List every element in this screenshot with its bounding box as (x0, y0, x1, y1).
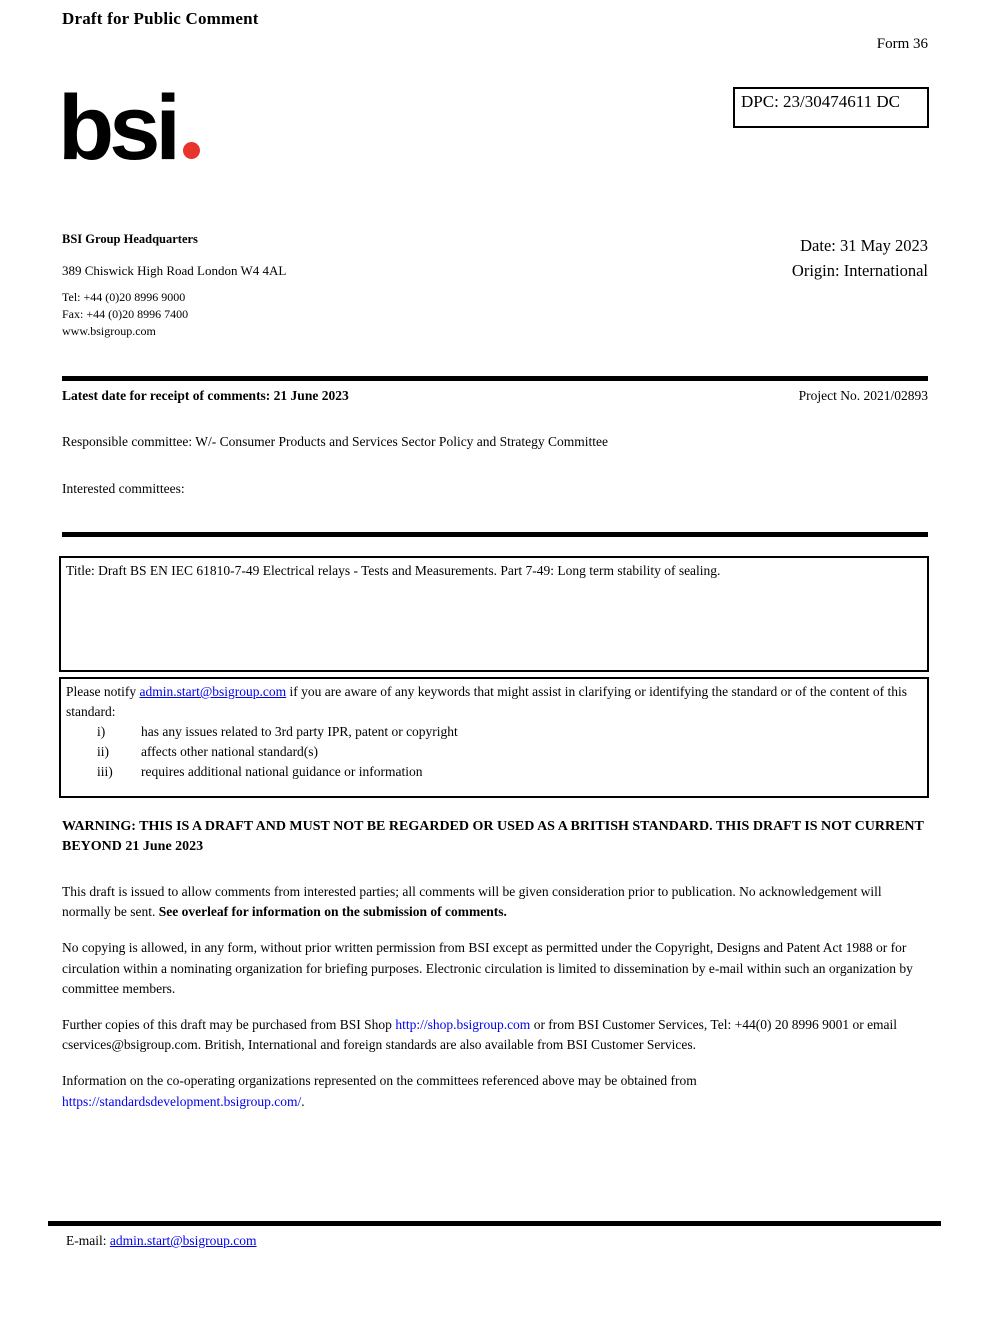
notify-text-before: Please notify (66, 684, 140, 699)
list-marker: ii) (97, 744, 109, 759)
list-item-text: has any issues related to 3rd party IPR, patent or copyright (141, 724, 458, 739)
headquarters-address-block (62, 231, 286, 340)
bsi-logo-red-dot-icon (183, 142, 200, 159)
hq-name: BSI Group Headquarters (62, 232, 198, 246)
bsi-logo (58, 76, 200, 180)
see-overleaf-text: See overleaf for information on the submission of comments. (158, 904, 507, 920)
footer-email-line (66, 1233, 257, 1249)
bsi-logo-text: bsi (58, 77, 176, 179)
notify-text-after: if you are aware of any keywords that might assist in clarifying or identifying the standard or of the content of this standard: (66, 684, 908, 719)
footer-admin-email-link[interactable]: admin.start@bsigroup.com (109, 1233, 257, 1248)
horizontal-rule-bottom (48, 1221, 941, 1226)
hq-tel: Tel: +44 (0)20 8996 9000 (62, 290, 186, 304)
further-copies-text-after: or from BSI Customer Services, Tel: +44(0) 20 8996 9001 or email cservices@bsigroup.com. British, International and foreign standards are also available from BSI Customer Services. (62, 1017, 898, 1053)
list-item-text: affects other national standard(s) (141, 744, 319, 759)
dpc-number-box (733, 87, 929, 128)
comments-info-paragraph (62, 882, 928, 922)
list-item (66, 722, 922, 742)
latest-date-for-comments: Latest date for receipt of comments: 21 June 2023 (62, 388, 349, 403)
form-number: Form 36 (876, 36, 928, 52)
standard-title-box (59, 556, 929, 672)
cooperating-orgs-paragraph (62, 1071, 928, 1111)
email-label: E-mail: (66, 1233, 110, 1248)
notify-criteria-list (66, 722, 922, 782)
list-item-text: requires additional national guidance or information (141, 764, 423, 779)
bsi-shop-link[interactable]: http://shop.bsigroup.com (395, 1017, 531, 1033)
horizontal-rule-middle (62, 532, 928, 537)
notify-paragraph (66, 682, 922, 722)
admin-email-link[interactable]: admin.start@bsigroup.com (139, 684, 287, 699)
standard-title: Title: Draft BS EN IEC 61810-7-49 Electrical relays - Tests and Measurements. Part 7-49: Long term stability of sealing. (66, 563, 721, 578)
keyword-notify-box (59, 677, 929, 798)
comments-deadline-row (62, 388, 928, 404)
date-origin-block (792, 233, 928, 283)
list-item (66, 742, 922, 762)
origin-label: Origin: International (791, 261, 928, 280)
hq-street-address: 389 Chiswick High Road London W4 4AL (62, 263, 287, 278)
standards-development-link[interactable]: https://standardsdevelopment.bsigroup.com/ (62, 1093, 302, 1109)
responsible-committee-line: Responsible committee: W/- Consumer Products and Services Sector Policy and Strategy Committee (62, 434, 609, 449)
draft-warning-paragraph: WARNING: THIS IS A DRAFT AND MUST NOT BE REGARDED OR USED AS A BRITISH STANDARD. THIS DRAFT IS NOT CURRENT BEYOND 21 June 2023 (62, 819, 924, 854)
list-marker: i) (97, 724, 106, 739)
date-label: Date: 31 May 2023 (800, 236, 928, 255)
further-copies-paragraph (62, 1015, 928, 1055)
list-marker: iii) (97, 764, 113, 779)
body-text (62, 817, 928, 1128)
hq-fax: Fax: +44 (0)20 8996 7400 (62, 307, 189, 321)
further-copies-text-before: Further copies of this draft may be purchased from BSI Shop (62, 1017, 396, 1033)
comments-info-text: This draft is issued to allow comments from interested parties; all comments will be given consideration prior to publication. No acknowledgement will normally be sent. (62, 884, 882, 920)
copying-policy-paragraph: No copying is allowed, in any form, without prior written permission from BSI except as permitted under the Copyright, Designs and Patent Act 1988 or for circulation within a nominating organization for briefing purposes. Electronic circulation is limited to dissemination by e-mail within such an organization by committee members. (62, 940, 913, 996)
cooperating-orgs-period: . (301, 1093, 305, 1109)
cooperating-orgs-text: Information on the co-operating organizations represented on the committees referenced above may be obtained from (62, 1073, 697, 1089)
interested-committees-line: Interested committees: (62, 481, 185, 496)
horizontal-rule-top (62, 376, 928, 381)
project-number: Project No. 2021/02893 (798, 388, 928, 403)
dpc-number: DPC: 23/30474611 DC (741, 92, 901, 111)
draft-for-public-comment-title: Draft for Public Comment (62, 9, 259, 28)
hq-website: www.bsigroup.com (62, 324, 156, 338)
list-item (66, 762, 922, 782)
